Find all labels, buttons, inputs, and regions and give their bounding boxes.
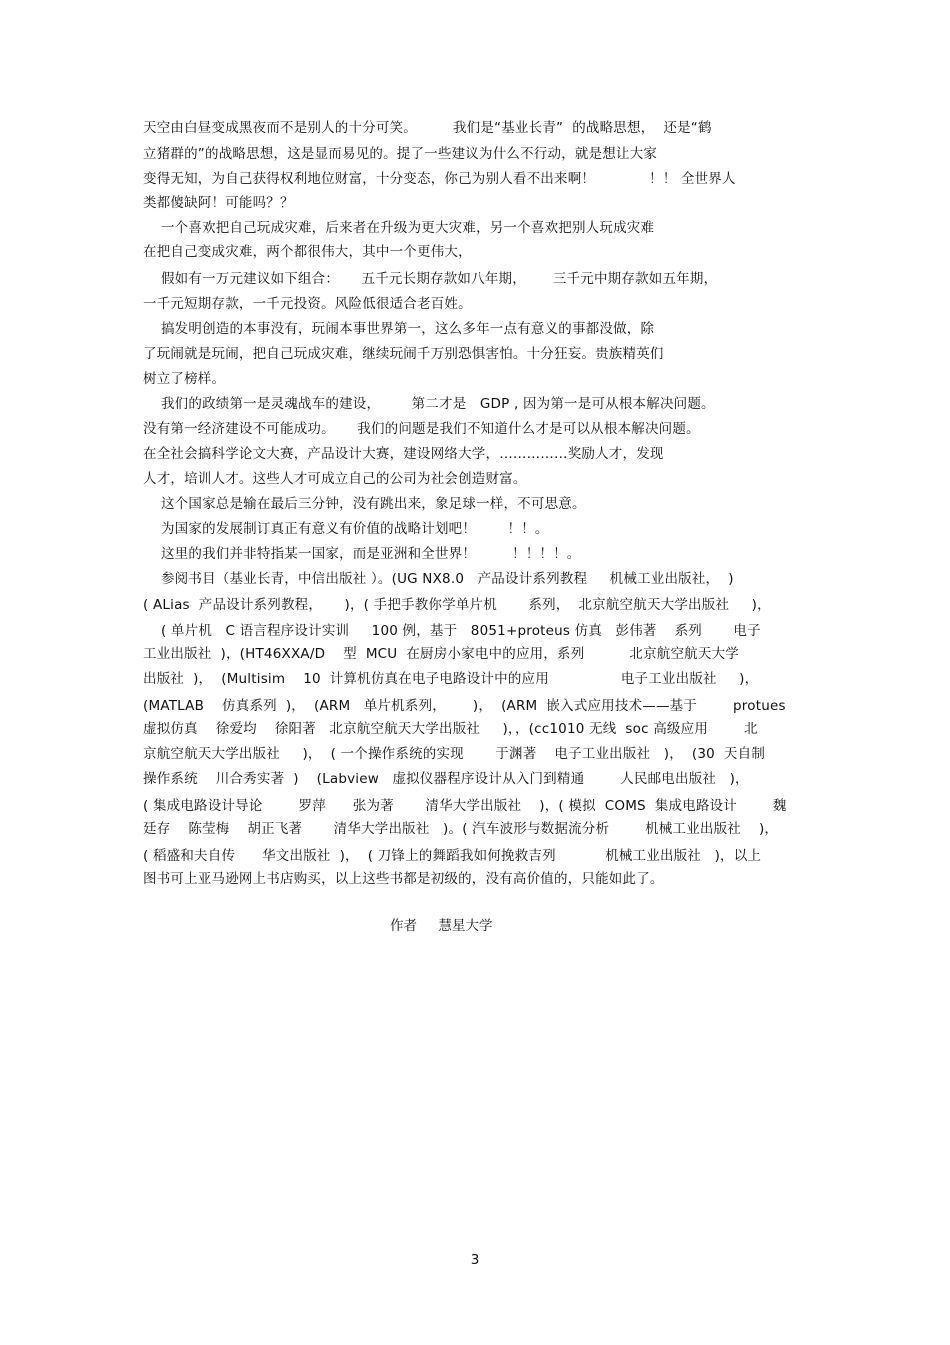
text-line: 虚拟仿真 徐爱均 徐阳著 北京航空航天大学出版社 )，，(cc1010 无线 soc 高级应用 北: [143, 721, 758, 737]
text-line: 工业出版社 )，(HT46XXA/D 型 MCU 在厨房小家电中的应用，系列 北京航空航天大学: [143, 646, 739, 662]
text-line: 类都傻缺阿！可能吗？？: [143, 195, 294, 211]
text-line: 为国家的发展制订真正有意义有价值的战略计划吧！ ！！。: [143, 521, 549, 537]
text-line: (MATLAB 仿真系列 )， (ARM 单片机系列， )， (ARM 嵌入式应用技术——基于 protues: [143, 698, 786, 714]
text-line: 在全社会搞科学论文大赛，产品设计大赛，建设网络大学，……………奖励人才，发现: [143, 446, 664, 462]
text-line: ( 单片机 C 语言程序设计实训 100 例，基于 8051+proteus 仿真 彭伟著 系列 电子: [143, 623, 761, 639]
text-line: 树立了榜样。: [143, 371, 226, 387]
text-line: 了玩闹就是玩闹，把自己玩成灾难，继续玩闹千万别恐惧害怕。十分狂妄。贵族精英们: [143, 346, 664, 362]
text-line: 一千元短期存款，一千元投资。风险低很适合老百姓。: [143, 296, 472, 312]
text-line: 在把自己变成灾难，两个都很伟大，其中一个更伟大，: [143, 244, 472, 260]
text-line: 参阅书目（基业长青，中信出版社 ）。(UG NX8.0 产品设计系列教程 机械工业出版社， ): [143, 571, 734, 587]
text-line: 天空由白昼变成黑夜而不是别人的十分可笑。 我们是“基业长青” 的战略思想， 还是“鹤: [143, 120, 712, 136]
text-line: 我们的政绩第一是灵魂战车的建设， 第二才是 GDP , 因为第一是可从根本解决问题。: [143, 396, 715, 412]
text-line: 没有第一经济建设不可能成功。 我们的问题是我们不知道什么才是可以从根本解决问题。: [143, 421, 700, 437]
text-line: 京航空航天大学出版社 )， ( 一个操作系统的实现 于渊著 电子工业出版社 )， (30 天自制: [143, 746, 766, 762]
text-line: ( 稻盛和夫自传 华文出版社 )， ( 刀锋上的舞蹈我如何挽救吉列 机械工业出版社 )，以上: [143, 848, 762, 864]
text-line: 一个喜欢把自己玩成灾难，后来者在升级为更大灾难，另一个喜欢把别人玩成灾难: [143, 220, 655, 236]
text-line: 假如有一万元建议如下组合： 五千元长期存款如八年期， 三千元中期存款如五年期，: [143, 271, 718, 287]
page-number: 3: [470, 1252, 480, 1268]
text-line: ( 集成电路设计导论 罗萍 张为著 清华大学出版社 )，( 模拟 COMS 集成电路设计 魏: [143, 798, 787, 814]
text-line: 操作系统 川合秀实著 ) (Labview 虚拟仪器程序设计从入门到精通 人民邮电出版社 )，: [143, 771, 749, 787]
author-line: 作者 慧星大学: [390, 918, 493, 934]
text-line: 人才，培训人才。这些人才可成立自己的公司为社会创造财富。: [143, 471, 527, 487]
text-line: 图书可上亚马逊网上书店购买，以上这些书都是初级的，没有高价值的，只能如此了。: [143, 871, 664, 887]
text-line: 这里的我们并非特指某一国家，而是亚洲和全世界！ ！！！！。: [143, 546, 581, 562]
text-line: 廷存 陈莹梅 胡正飞著 清华大学出版社 )。( 汽车波形与数据流分析 机械工业出版社 )，: [143, 821, 779, 837]
text-line: 这个国家总是输在最后三分钟，没有跳出来，象足球一样，不可思意。: [143, 496, 586, 512]
text-line: 搞发明创造的本事没有，玩闹本事世界第一，这么多年一点有意义的事都没做，除: [143, 321, 655, 337]
text-line: ( ALias 产品设计系列教程， )，( 手把手教你学单片机 系列， 北京航空航天大学出版社 )，: [143, 597, 771, 613]
text-line: 立猪群的”的战略思想，这是显而易见的。提了一些建议为什么不行动，就是想让大家: [143, 146, 658, 162]
text-line: 变得无知，为自己获得权利地位财富，十分变态，你己为别人看不出来啊！ ！！ 全世界人: [143, 171, 736, 187]
text-line: 出版社 )， (Multisim 10 计算机仿真在电子电路设计中的应用 电子工业出版社 )，: [143, 671, 759, 687]
